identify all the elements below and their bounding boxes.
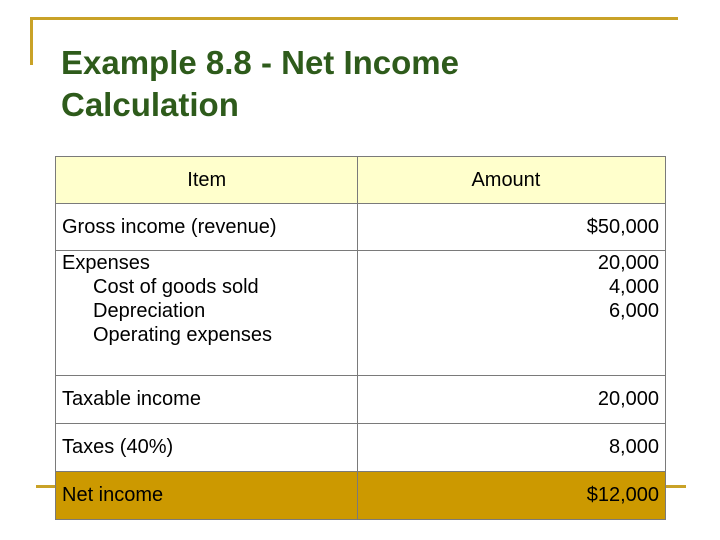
expenses-amounts-cell [358,251,666,376]
expense-depreciation-label: Depreciation [93,300,206,322]
table-row-expenses [56,251,666,376]
expense-cost-of-goods-amount: 20,000 [597,252,659,274]
slide-title [61,42,459,126]
table-header-row [56,157,666,204]
header-item: Item [56,157,358,204]
expense-cost-of-goods-label: Cost of goods sold [93,276,259,298]
expense-operating-amount: 6,000 [608,300,659,322]
gross-income-label: Gross income (revenue) [56,204,358,251]
slide-title-line-2: Calculation [61,86,239,123]
gross-income-amount: $50,000 [358,204,666,251]
expenses-label: Expenses [62,252,150,274]
taxes-label: Taxes (40%) [56,424,358,472]
table-row-taxable-income [56,376,666,424]
net-income-amount: $12,000 [358,472,666,520]
expense-depreciation-amount: 4,000 [608,276,659,298]
expense-operating-label: Operating expenses [93,324,273,346]
taxable-income-label: Taxable income [56,376,358,424]
taxable-income-amount: 20,000 [358,376,666,424]
table-row-taxes [56,424,666,472]
net-income-label: Net income [56,472,358,520]
left-rule [30,17,33,65]
table-row-gross-income [56,204,666,251]
top-rule [30,17,678,20]
net-income-table [55,156,666,520]
slide-title-line-1: Example 8.8 - Net Income [61,44,459,81]
expenses-cell [56,251,358,376]
taxes-amount: 8,000 [358,424,666,472]
header-amount: Amount [358,157,666,204]
table-row-net-income [56,472,666,520]
